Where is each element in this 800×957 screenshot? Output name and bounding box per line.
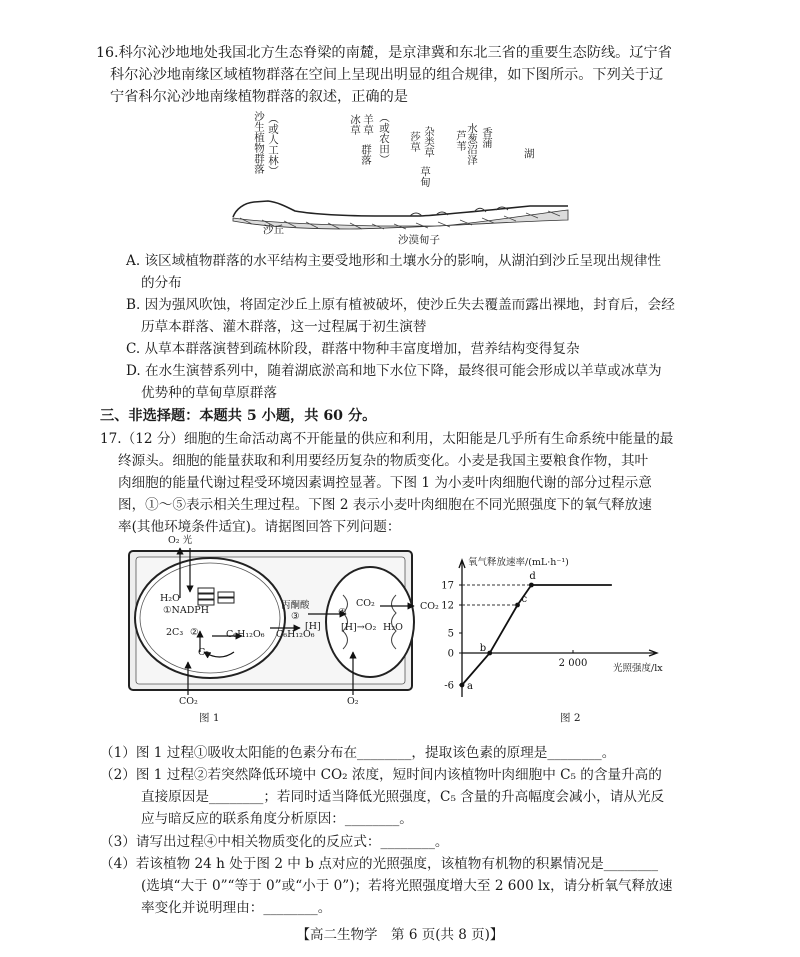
q17-stem-line-2: 终源头。细胞的能量获取和利用要经历复杂的物质变化。小麦是我国主要粮食作物，其叶 [118, 453, 649, 469]
page-footer: 【高二生物学 第 6 页(共 8 页)】 [296, 927, 504, 943]
label-plantation: （或人工林） [267, 113, 279, 176]
fig1-c5: C₅ [198, 647, 210, 658]
q17-sub-1: （1）图 1 过程①吸收太阳能的色素分布在________，提取该色素的原理是________。 [100, 745, 616, 761]
fig1-process-4: ④ [338, 607, 347, 618]
fig1-glucose-a: C₆H₁₂O₆ [226, 629, 265, 640]
fig1-process-3: ③ [291, 611, 300, 622]
q17-sub-4-line-2: (选填“大于 0”“等于 0”或“小于 0”)；若将光照强度增大至 2 600 lx，请分析氧气释放速 [141, 878, 673, 894]
q17-sub-2-line-3: 应与暗反应的联系角度分析原因：________。 [141, 811, 413, 827]
label-yangcao: 羊草 [362, 114, 374, 135]
fig1-caption: 图 1 [199, 712, 220, 724]
label-caodian: 草甸 [419, 166, 431, 187]
fig1-co2-inner: CO₂ [356, 598, 375, 609]
fig1-o2-light: O₂ 光 [168, 535, 193, 546]
q16-stem-line-1: 16.科尔沁沙地地处我国北方生态脊梁的南麓，是京津冀和东北三省的重要生态防线。辽宁省 [96, 45, 672, 61]
point-label-c: c [521, 594, 528, 605]
q16-option-d-line-2: 优势种的草甸草原群落 [141, 385, 277, 401]
fig1-nadph: ①NADPH [163, 605, 209, 616]
label-shuicong: 水葱沼泽 [466, 123, 478, 165]
q17-sub-3: （3）请写出过程④中相关物质变化的反应式：________。 [100, 834, 449, 850]
fig1-process-2: ② [190, 627, 199, 638]
fig1-glucose-b: C₆H₁₂O₆ [276, 629, 315, 640]
point-b [487, 651, 492, 656]
q16-option-c: C. 从草本群落演替到疏林阶段，群落中物种丰富度增加，营养结构变得复杂 [126, 341, 580, 357]
q16-option-b-line-2: 历草本群落、灌木群落，这一过程属于初生演替 [141, 319, 427, 335]
fig1-h2o-inner: H₂O [383, 622, 403, 633]
q17-stem-line-3: 肉细胞的能量代谢过程受环境因素调控显著。下图 1 为小麦叶肉细胞代谢的部分过程示意 [118, 475, 652, 491]
q17-sub-2-line-2: 直接原因是________；若同时适当降低光照强度，C₅ 含量的升高幅度会减小，请从光反 [141, 789, 665, 805]
q16-option-a-line-2: 的分布 [141, 275, 182, 291]
fig2-caption: 图 2 [560, 712, 581, 724]
q17-stem-line-1: 17.（12 分）细胞的生命活动离不开能量的供应和利用，太阳能是几乎所有生命系统中能量的最 [100, 431, 674, 447]
point-label-d: d [529, 571, 536, 582]
fig2-ylabel: 氧气释放速率/(mL·h⁻¹) [468, 557, 569, 568]
point-a [460, 683, 465, 688]
point-label-a: a [467, 681, 473, 692]
label-farmland: （或农田） [378, 112, 390, 165]
q17-sub-4-line-1: （4）若该植物 24 h 处于图 2 中 b 点对应的光照强度，该植物有机物的积累情况是________ [100, 856, 659, 872]
label-lowland: 沙漠甸子 [398, 234, 440, 246]
fig1-h-to-o2: [H]→O₂ [341, 622, 377, 633]
label-sand-plant: 沙生植物群落 [253, 111, 265, 174]
label-xiangpu: 香蒲 [481, 127, 493, 148]
y-tick-label--6: -6 [444, 680, 454, 692]
q16-option-b-line-1: B. 因为强风吹蚀，将固定沙丘上原有植被破坏，使沙丘失去覆盖而露出裸地，封育后，会经 [126, 297, 675, 313]
label-dune: 沙丘 [263, 224, 284, 236]
label-luwei: 芦苇 [455, 130, 467, 151]
oxygen-release-line [462, 585, 612, 685]
label-zaleicao: 杂类草 [423, 126, 435, 158]
y-tick-label-0: 0 [447, 648, 454, 660]
fig1-h2o: H₂O [160, 593, 180, 604]
section-3-heading: 三、非选择题：本题共 5 小题，共 60 分。 [100, 408, 377, 424]
point-c [515, 603, 520, 608]
y-tick-label-17: 17 [441, 580, 454, 592]
fig2-xlabel: 光照强度/lx [613, 663, 663, 674]
q17-sub-2-line-1: （2）图 1 过程②若突然降低环境中 CO₂ 浓度，短时间内该植物叶肉细胞中 C₅ 的含量升高的 [100, 767, 662, 783]
label-shacao: 莎草 [409, 131, 421, 152]
label-community: 群落 [360, 144, 372, 165]
label-lake: 湖 [524, 148, 535, 160]
fig1-nadh: [H] [305, 621, 321, 632]
x-tick-label: 2 000 [558, 658, 588, 669]
fig1-co2-in: CO₂ [179, 696, 198, 707]
y-tick-label-12: 12 [441, 600, 454, 612]
q16-option-a-line-1: A. 该区域植物群落的水平结构主要受地形和土壤水分的影响，从湖泊到沙丘呈现出规律性 [126, 253, 662, 269]
q17-sub-4-line-3: 率变化并说明理由：________。 [141, 900, 332, 916]
q16-stem-line-2: 科尔沁沙地南缘区域植物群落在空间上呈现出明显的组合规律，如下图所示。下列关于辽 [110, 67, 664, 83]
fig1-o2-in: O₂ [347, 696, 359, 707]
q16-stem-line-3: 宁省科尔沁沙地南缘植物群落的叙述，正确的是 [110, 89, 408, 105]
point-d [529, 583, 534, 588]
fig1-c3: 2C₃ [166, 627, 184, 638]
fig1-pyruvate: 丙酮酸 [281, 600, 310, 611]
q16-option-d-line-1: D. 在水生演替系列中，随着湖底淤高和地下水位下降，最终很可能会形成以羊草或冰草为 [126, 363, 662, 379]
fig1-co2-out: CO₂ [420, 601, 439, 612]
label-bingcao: 冰草 [349, 114, 361, 135]
point-label-b: b [479, 643, 487, 654]
q17-stem-line-5: 率(其他环境条件适宜)。请据图回答下列问题： [118, 519, 401, 535]
y-tick-label-5: 5 [447, 628, 454, 640]
q17-stem-line-4: 图，①～⑤表示相关生理过程。下图 2 表示小麦叶肉细胞在不同光照强度下的氧气释放速 [118, 497, 652, 513]
